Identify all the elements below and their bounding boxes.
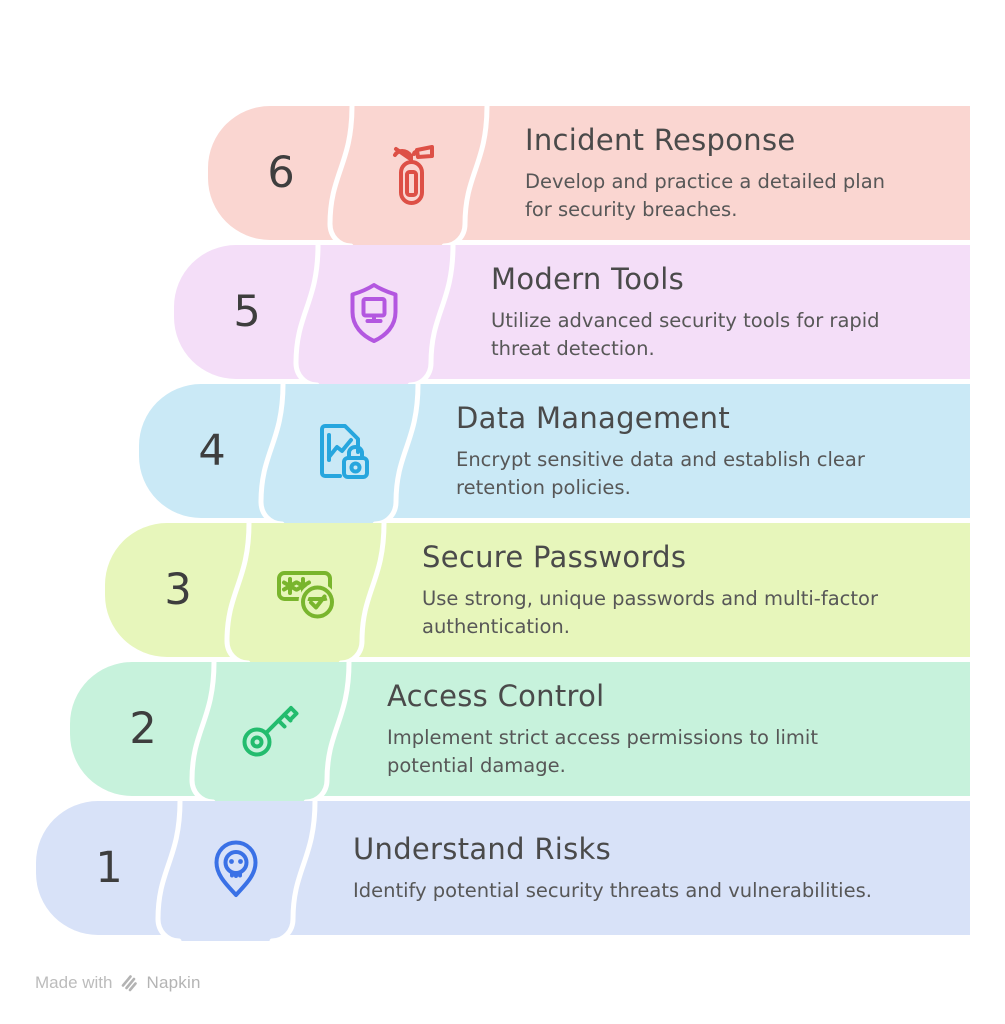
step-title: Secure Passwords xyxy=(422,539,687,574)
step-description-line: potential damage. xyxy=(387,753,566,777)
step-number: 6 xyxy=(267,148,295,198)
napkin-logo-icon xyxy=(119,973,139,993)
step-icon xyxy=(273,558,337,622)
step-text-block xyxy=(353,801,946,935)
document-lock-icon xyxy=(307,419,371,483)
step-description-line: retention policies. xyxy=(456,475,631,499)
step-icon xyxy=(342,280,406,344)
step-text-block xyxy=(422,523,946,657)
step-description xyxy=(387,724,946,780)
step-icon xyxy=(238,697,302,761)
key-icon xyxy=(238,697,302,761)
step-row xyxy=(105,523,970,657)
step-description-line: authentication. xyxy=(422,614,570,638)
password-check-icon xyxy=(273,558,337,622)
step-description xyxy=(525,168,946,224)
step-title: Access Control xyxy=(387,678,605,713)
step-text-block xyxy=(491,245,946,379)
step-description-line: Identify potential security threats and vulnerabilities. xyxy=(353,878,872,902)
step-description xyxy=(456,446,946,502)
step-number: 2 xyxy=(129,704,157,754)
step-row xyxy=(70,662,970,796)
napkin-brand-text: Napkin xyxy=(146,973,201,992)
step-icon xyxy=(376,141,440,205)
footer xyxy=(35,970,201,996)
made-with-text: Made with xyxy=(35,973,113,992)
step-number: 1 xyxy=(95,843,123,893)
step-row xyxy=(208,106,970,240)
step-icon xyxy=(307,419,371,483)
skull-pin-icon xyxy=(204,836,268,900)
step-row xyxy=(139,384,970,518)
step-text-block xyxy=(387,662,946,796)
step-description-line: Implement strict access permissions to limit xyxy=(387,725,818,749)
step-description-line: Develop and practice a detailed plan xyxy=(525,169,886,193)
step-description-line: Use strong, unique passwords and multi-factor xyxy=(422,586,878,610)
step-description-line: Encrypt sensitive data and establish clear xyxy=(456,447,865,471)
step-text-block xyxy=(525,106,946,240)
step-row xyxy=(36,801,970,935)
step-description xyxy=(491,307,946,363)
step-text-block xyxy=(456,384,946,518)
shield-monitor-icon xyxy=(342,280,406,344)
step-number: 3 xyxy=(164,565,192,615)
step-description-line: Utilize advanced security tools for rapid xyxy=(491,308,880,332)
step-number: 4 xyxy=(198,426,226,476)
step-description-line: for security breaches. xyxy=(525,197,738,221)
step-description xyxy=(353,877,946,905)
step-title: Modern Tools xyxy=(491,261,685,296)
step-description xyxy=(422,585,946,641)
step-row xyxy=(174,245,970,379)
step-description-line: threat detection. xyxy=(491,336,655,360)
step-title: Understand Risks xyxy=(353,831,612,866)
step-title: Data Management xyxy=(456,400,730,435)
step-title: Incident Response xyxy=(525,122,796,157)
step-icon xyxy=(204,836,268,900)
fire-extinguisher-icon xyxy=(376,141,440,205)
step-number: 5 xyxy=(233,287,261,337)
